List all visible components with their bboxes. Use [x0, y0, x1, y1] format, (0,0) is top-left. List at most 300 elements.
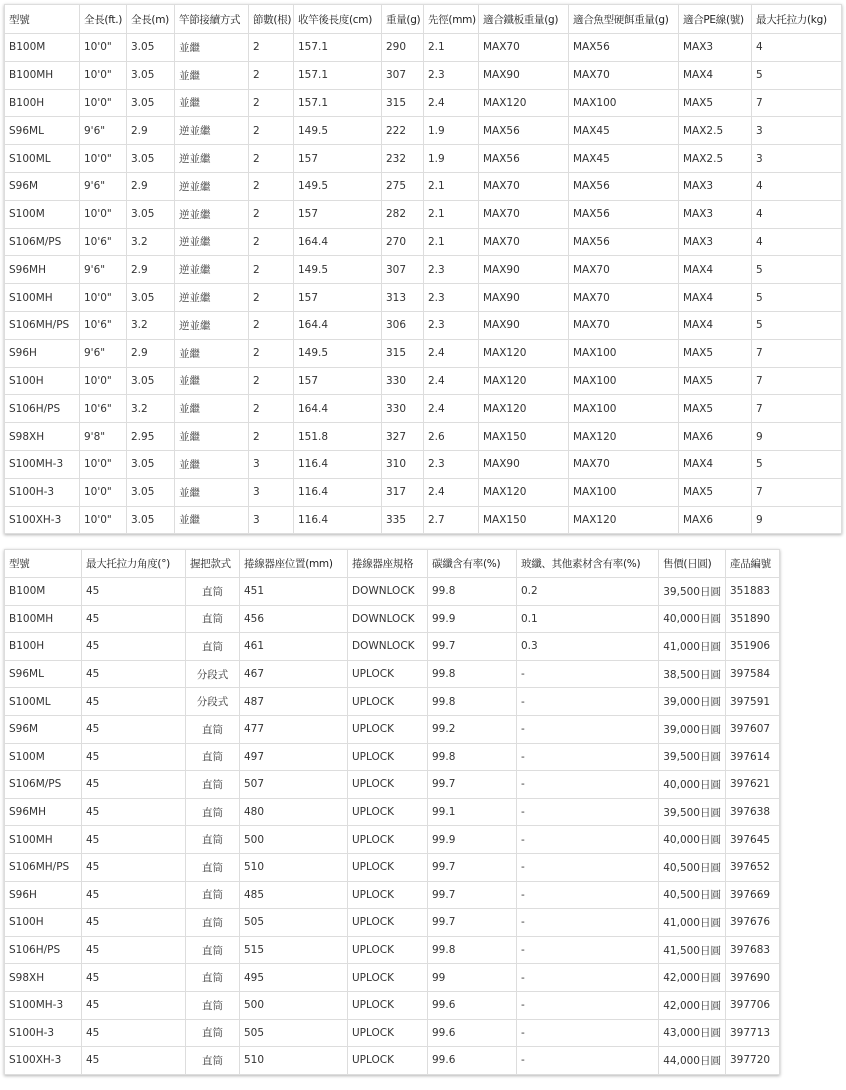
- table-cell: 2.6: [424, 423, 479, 451]
- column-header: 產品編號: [726, 550, 780, 578]
- table-cell: 164.4: [294, 395, 382, 423]
- table-cell: 並繼: [175, 367, 249, 395]
- table-cell: 直筒: [186, 826, 240, 854]
- table-row: [5, 89, 842, 117]
- table-cell: 2.1: [424, 172, 479, 200]
- table-row: [5, 605, 780, 633]
- table-cell: 3.05: [127, 200, 175, 228]
- table-cell: 45: [82, 826, 186, 854]
- table-cell: 500: [240, 991, 348, 1019]
- table-cell: UPLOCK: [348, 715, 428, 743]
- table-cell: 335: [382, 506, 424, 534]
- table-cell: 直筒: [186, 771, 240, 799]
- table-cell: S98XH: [5, 423, 80, 451]
- table-cell: 直筒: [186, 715, 240, 743]
- table-cell: 10'0": [80, 478, 127, 506]
- table-cell: 7: [752, 89, 842, 117]
- table-cell: 10'0": [80, 284, 127, 312]
- table-cell: 45: [82, 660, 186, 688]
- table-cell: UPLOCK: [348, 853, 428, 881]
- table-cell: 149.5: [294, 117, 382, 145]
- table-cell: S106MH/PS: [5, 853, 82, 881]
- table-cell: 40,500日圓: [659, 881, 726, 909]
- table-row: [5, 688, 780, 716]
- table-row: [5, 172, 842, 200]
- table-cell: 10'6": [80, 311, 127, 339]
- table-cell: 116.4: [294, 450, 382, 478]
- table-cell: 10'0": [80, 89, 127, 117]
- table-cell: 3.2: [127, 395, 175, 423]
- table-cell: 149.5: [294, 256, 382, 284]
- table-cell: MAX70: [479, 228, 569, 256]
- table-cell: 99.6: [428, 1019, 517, 1047]
- column-header: 握把款式: [186, 550, 240, 578]
- table-cell: MAX2.5: [679, 117, 752, 145]
- table-cell: 99.6: [428, 991, 517, 1019]
- table-row: [5, 311, 842, 339]
- column-header: 碳纖含有率(%): [428, 550, 517, 578]
- table-cell: MAX120: [479, 339, 569, 367]
- table-cell: 157.1: [294, 89, 382, 117]
- table-cell: MAX70: [479, 200, 569, 228]
- table-cell: S96ML: [5, 117, 80, 145]
- table-cell: 505: [240, 1019, 348, 1047]
- table-cell: MAX70: [569, 311, 679, 339]
- table-cell: 2: [249, 89, 294, 117]
- table-cell: -: [517, 991, 659, 1019]
- table-cell: 2.3: [424, 450, 479, 478]
- table-cell: MAX100: [569, 367, 679, 395]
- table-cell: MAX150: [479, 506, 569, 534]
- table-cell: 1.9: [424, 117, 479, 145]
- table-cell: S96M: [5, 172, 80, 200]
- table-cell: 232: [382, 145, 424, 173]
- table-cell: 99.7: [428, 881, 517, 909]
- column-header: 捲線器座規格: [348, 550, 428, 578]
- table-cell: 並繼: [175, 339, 249, 367]
- table-cell: 99: [428, 964, 517, 992]
- table-cell: 分段式: [186, 688, 240, 716]
- column-header: 型號: [5, 5, 80, 34]
- table-cell: S106H/PS: [5, 395, 80, 423]
- table-cell: DOWNLOCK: [348, 578, 428, 606]
- table-row: [5, 853, 780, 881]
- table-cell: S100ML: [5, 145, 80, 173]
- table-cell: 270: [382, 228, 424, 256]
- table-row: [5, 61, 842, 89]
- table-cell: 10'0": [80, 450, 127, 478]
- table-cell: 42,000日圓: [659, 964, 726, 992]
- table-cell: UPLOCK: [348, 771, 428, 799]
- table-row: [5, 395, 842, 423]
- table-cell: 9'6": [80, 117, 127, 145]
- table-cell: 495: [240, 964, 348, 992]
- table-cell: 9'6": [80, 339, 127, 367]
- table-cell: 10'0": [80, 506, 127, 534]
- table-cell: 45: [82, 909, 186, 937]
- table-cell: 351906: [726, 633, 780, 661]
- table-cell: UPLOCK: [348, 964, 428, 992]
- table-cell: 315: [382, 339, 424, 367]
- table-cell: 456: [240, 605, 348, 633]
- table-cell: 351883: [726, 578, 780, 606]
- table-cell: UPLOCK: [348, 909, 428, 937]
- column-header: 售價(日圓): [659, 550, 726, 578]
- table-cell: 2: [249, 61, 294, 89]
- table-cell: 157.1: [294, 34, 382, 62]
- table-cell: 222: [382, 117, 424, 145]
- table-cell: 99.8: [428, 660, 517, 688]
- table-row: [5, 771, 780, 799]
- table-cell: 45: [82, 853, 186, 881]
- table-cell: MAX3: [679, 172, 752, 200]
- table-cell: 164.4: [294, 311, 382, 339]
- table-cell: 45: [82, 1019, 186, 1047]
- table-cell: 0.2: [517, 578, 659, 606]
- table-cell: 直筒: [186, 743, 240, 771]
- table-cell: MAX56: [569, 172, 679, 200]
- table-cell: 3.05: [127, 450, 175, 478]
- table-cell: 451: [240, 578, 348, 606]
- table-cell: 3.05: [127, 367, 175, 395]
- table-cell: 逆並繼: [175, 172, 249, 200]
- table-cell: 397614: [726, 743, 780, 771]
- table-cell: S96MH: [5, 798, 82, 826]
- table-cell: MAX4: [679, 61, 752, 89]
- table-cell: 45: [82, 688, 186, 716]
- table-cell: MAX100: [569, 395, 679, 423]
- table-cell: 45: [82, 881, 186, 909]
- table-cell: 327: [382, 423, 424, 451]
- table-row: [5, 715, 780, 743]
- table-cell: 10'0": [80, 200, 127, 228]
- table-cell: 39,000日圓: [659, 715, 726, 743]
- table-cell: UPLOCK: [348, 991, 428, 1019]
- table-cell: 306: [382, 311, 424, 339]
- table-cell: 99.7: [428, 853, 517, 881]
- table-row: [5, 578, 780, 606]
- table-cell: MAX120: [569, 423, 679, 451]
- table-cell: 507: [240, 771, 348, 799]
- column-header: 收竿後長度(cm): [294, 5, 382, 34]
- table-cell: MAX90: [479, 61, 569, 89]
- table-cell: 2.9: [127, 339, 175, 367]
- table-cell: -: [517, 826, 659, 854]
- table-cell: DOWNLOCK: [348, 605, 428, 633]
- table-cell: UPLOCK: [348, 826, 428, 854]
- table-cell: B100M: [5, 34, 80, 62]
- table-cell: 2.9: [127, 172, 175, 200]
- table-cell: 45: [82, 633, 186, 661]
- table-cell: 282: [382, 200, 424, 228]
- table-cell: 397669: [726, 881, 780, 909]
- table-cell: MAX4: [679, 284, 752, 312]
- table-cell: 2: [249, 284, 294, 312]
- table-cell: B100MH: [5, 605, 82, 633]
- table-cell: 3.05: [127, 61, 175, 89]
- table-cell: 2: [249, 117, 294, 145]
- table-cell: 315: [382, 89, 424, 117]
- table-cell: UPLOCK: [348, 660, 428, 688]
- table-cell: 330: [382, 395, 424, 423]
- table-row: [5, 660, 780, 688]
- table-cell: 99.2: [428, 715, 517, 743]
- table-cell: 3.05: [127, 89, 175, 117]
- table-cell: 397676: [726, 909, 780, 937]
- table-cell: 116.4: [294, 478, 382, 506]
- table-cell: 149.5: [294, 339, 382, 367]
- table-cell: 330: [382, 367, 424, 395]
- table-cell: 2: [249, 423, 294, 451]
- table-cell: MAX100: [569, 339, 679, 367]
- table-cell: B100H: [5, 633, 82, 661]
- table-cell: 99.8: [428, 688, 517, 716]
- table-cell: 290: [382, 34, 424, 62]
- table-row: [5, 423, 842, 451]
- table-row: [5, 256, 842, 284]
- table-cell: 並繼: [175, 450, 249, 478]
- table-cell: 9'6": [80, 172, 127, 200]
- table-cell: MAX4: [679, 450, 752, 478]
- table-cell: 直筒: [186, 909, 240, 937]
- column-header: 先徑(mm): [424, 5, 479, 34]
- table-cell: -: [517, 936, 659, 964]
- table-cell: MAX90: [479, 311, 569, 339]
- table-cell: 10'0": [80, 367, 127, 395]
- table-cell: S96MH: [5, 256, 80, 284]
- table-cell: 逆並繼: [175, 256, 249, 284]
- table-cell: S100H: [5, 909, 82, 937]
- table-cell: 313: [382, 284, 424, 312]
- table-cell: 10'0": [80, 34, 127, 62]
- table-cell: 41,000日圓: [659, 909, 726, 937]
- table-cell: 3: [249, 506, 294, 534]
- table-cell: 99.7: [428, 633, 517, 661]
- table-cell: B100M: [5, 578, 82, 606]
- table-cell: 9'8": [80, 423, 127, 451]
- table-cell: 直筒: [186, 578, 240, 606]
- table-cell: MAX120: [479, 89, 569, 117]
- table-cell: 275: [382, 172, 424, 200]
- table-cell: -: [517, 660, 659, 688]
- table-cell: 99.9: [428, 826, 517, 854]
- table-cell: S100MH: [5, 826, 82, 854]
- table-cell: 397683: [726, 936, 780, 964]
- table-cell: 397720: [726, 1047, 780, 1075]
- table-cell: S106H/PS: [5, 936, 82, 964]
- table-cell: 3.05: [127, 478, 175, 506]
- table-cell: MAX70: [569, 61, 679, 89]
- table-cell: MAX90: [479, 284, 569, 312]
- table-cell: B100MH: [5, 61, 80, 89]
- table-cell: 467: [240, 660, 348, 688]
- table-row: [5, 200, 842, 228]
- table-cell: 157: [294, 145, 382, 173]
- column-header: 捲線器座位置(mm): [240, 550, 348, 578]
- table-cell: MAX3: [679, 200, 752, 228]
- table-cell: 3: [249, 450, 294, 478]
- table-row: [5, 936, 780, 964]
- table-cell: -: [517, 715, 659, 743]
- table-cell: MAX3: [679, 34, 752, 62]
- table-row: [5, 228, 842, 256]
- table-cell: 2.9: [127, 256, 175, 284]
- table-cell: DOWNLOCK: [348, 633, 428, 661]
- table-cell: 38,500日圓: [659, 660, 726, 688]
- column-header: 節數(根): [249, 5, 294, 34]
- table-cell: UPLOCK: [348, 798, 428, 826]
- table-cell: MAX120: [569, 506, 679, 534]
- table-cell: 2: [249, 367, 294, 395]
- table-cell: 並繼: [175, 34, 249, 62]
- table-cell: 485: [240, 881, 348, 909]
- table-cell: 510: [240, 853, 348, 881]
- table-cell: 157.1: [294, 61, 382, 89]
- table-cell: S100ML: [5, 688, 82, 716]
- table-cell: 逆並繼: [175, 200, 249, 228]
- column-header: 最大托拉力角度(°): [82, 550, 186, 578]
- table-cell: -: [517, 743, 659, 771]
- table-cell: 2.4: [424, 478, 479, 506]
- column-header: 型號: [5, 550, 82, 578]
- table-cell: 2: [249, 34, 294, 62]
- column-header: 最大托拉力(kg): [752, 5, 842, 34]
- table-cell: 並繼: [175, 395, 249, 423]
- table-cell: 2.1: [424, 34, 479, 62]
- table-cell: 2.3: [424, 256, 479, 284]
- table-cell: 461: [240, 633, 348, 661]
- column-header: 重量(g): [382, 5, 424, 34]
- table-cell: S100MH: [5, 284, 80, 312]
- table-row: [5, 145, 842, 173]
- table-cell: 45: [82, 605, 186, 633]
- table-cell: 99.8: [428, 936, 517, 964]
- table-cell: 2.7: [424, 506, 479, 534]
- table-cell: MAX56: [479, 145, 569, 173]
- table-cell: S96H: [5, 339, 80, 367]
- table-cell: 99.8: [428, 743, 517, 771]
- column-header: 適合鐵板重量(g): [479, 5, 569, 34]
- table-header-row: [5, 550, 780, 578]
- table-cell: 3: [752, 117, 842, 145]
- table-cell: 4: [752, 34, 842, 62]
- table-cell: 2.4: [424, 89, 479, 117]
- table-cell: 4: [752, 172, 842, 200]
- table-header-row: [5, 5, 842, 34]
- table-cell: 0.1: [517, 605, 659, 633]
- table-cell: MAX3: [679, 228, 752, 256]
- table-cell: -: [517, 881, 659, 909]
- table-cell: MAX70: [569, 256, 679, 284]
- table-row: [5, 909, 780, 937]
- table-cell: MAX2.5: [679, 145, 752, 173]
- table-cell: 直筒: [186, 853, 240, 881]
- table-row: [5, 1019, 780, 1047]
- table-row: [5, 367, 842, 395]
- table-cell: 45: [82, 578, 186, 606]
- table-cell: MAX4: [679, 311, 752, 339]
- table-cell: 45: [82, 936, 186, 964]
- table-cell: 2: [249, 145, 294, 173]
- table-cell: 並繼: [175, 506, 249, 534]
- table-cell: 477: [240, 715, 348, 743]
- table-row: [5, 881, 780, 909]
- table-cell: MAX70: [479, 172, 569, 200]
- table-cell: 10'6": [80, 228, 127, 256]
- table-cell: 397645: [726, 826, 780, 854]
- table-cell: MAX5: [679, 395, 752, 423]
- table-row: [5, 450, 842, 478]
- table-cell: 505: [240, 909, 348, 937]
- table-cell: S106MH/PS: [5, 311, 80, 339]
- table-cell: 直筒: [186, 1047, 240, 1075]
- table-cell: 39,000日圓: [659, 688, 726, 716]
- table-cell: 2.3: [424, 311, 479, 339]
- table-cell: 157: [294, 367, 382, 395]
- table-cell: 2.1: [424, 228, 479, 256]
- table-cell: 10'0": [80, 145, 127, 173]
- table-cell: -: [517, 771, 659, 799]
- table-cell: 3.2: [127, 311, 175, 339]
- table-cell: 直筒: [186, 605, 240, 633]
- table-cell: 3.2: [127, 228, 175, 256]
- table-cell: MAX100: [569, 89, 679, 117]
- table-cell: 2.9: [127, 117, 175, 145]
- table-row: [5, 991, 780, 1019]
- table-cell: MAX100: [569, 478, 679, 506]
- table-cell: 分段式: [186, 660, 240, 688]
- table-cell: 351890: [726, 605, 780, 633]
- table-cell: MAX4: [679, 256, 752, 284]
- table-cell: 7: [752, 395, 842, 423]
- table-cell: 397621: [726, 771, 780, 799]
- table-cell: -: [517, 964, 659, 992]
- table-cell: 3.05: [127, 145, 175, 173]
- table-cell: S100M: [5, 743, 82, 771]
- table-cell: 3.05: [127, 506, 175, 534]
- table-cell: 逆並繼: [175, 145, 249, 173]
- table-cell: UPLOCK: [348, 688, 428, 716]
- table-cell: 397591: [726, 688, 780, 716]
- spec-table-2: [4, 549, 780, 1075]
- table-cell: 5: [752, 61, 842, 89]
- table-cell: 2.3: [424, 284, 479, 312]
- table-cell: 397652: [726, 853, 780, 881]
- table-row: [5, 284, 842, 312]
- table-cell: MAX70: [569, 284, 679, 312]
- table-cell: 逆並繼: [175, 117, 249, 145]
- table-cell: MAX150: [479, 423, 569, 451]
- table-row: [5, 743, 780, 771]
- table-cell: 5: [752, 284, 842, 312]
- table-cell: 307: [382, 256, 424, 284]
- table-cell: 397638: [726, 798, 780, 826]
- table-cell: MAX120: [479, 367, 569, 395]
- table-cell: S100XH-3: [5, 506, 80, 534]
- table-cell: 0.3: [517, 633, 659, 661]
- table-cell: -: [517, 688, 659, 716]
- table-cell: 10'6": [80, 395, 127, 423]
- table-cell: 310: [382, 450, 424, 478]
- table-cell: MAX5: [679, 89, 752, 117]
- table-cell: 397706: [726, 991, 780, 1019]
- table-cell: 510: [240, 1047, 348, 1075]
- table-cell: 2: [249, 256, 294, 284]
- table-cell: 並繼: [175, 89, 249, 117]
- table-cell: S100H-3: [5, 478, 80, 506]
- table-cell: S100M: [5, 200, 80, 228]
- table-cell: S100MH-3: [5, 991, 82, 1019]
